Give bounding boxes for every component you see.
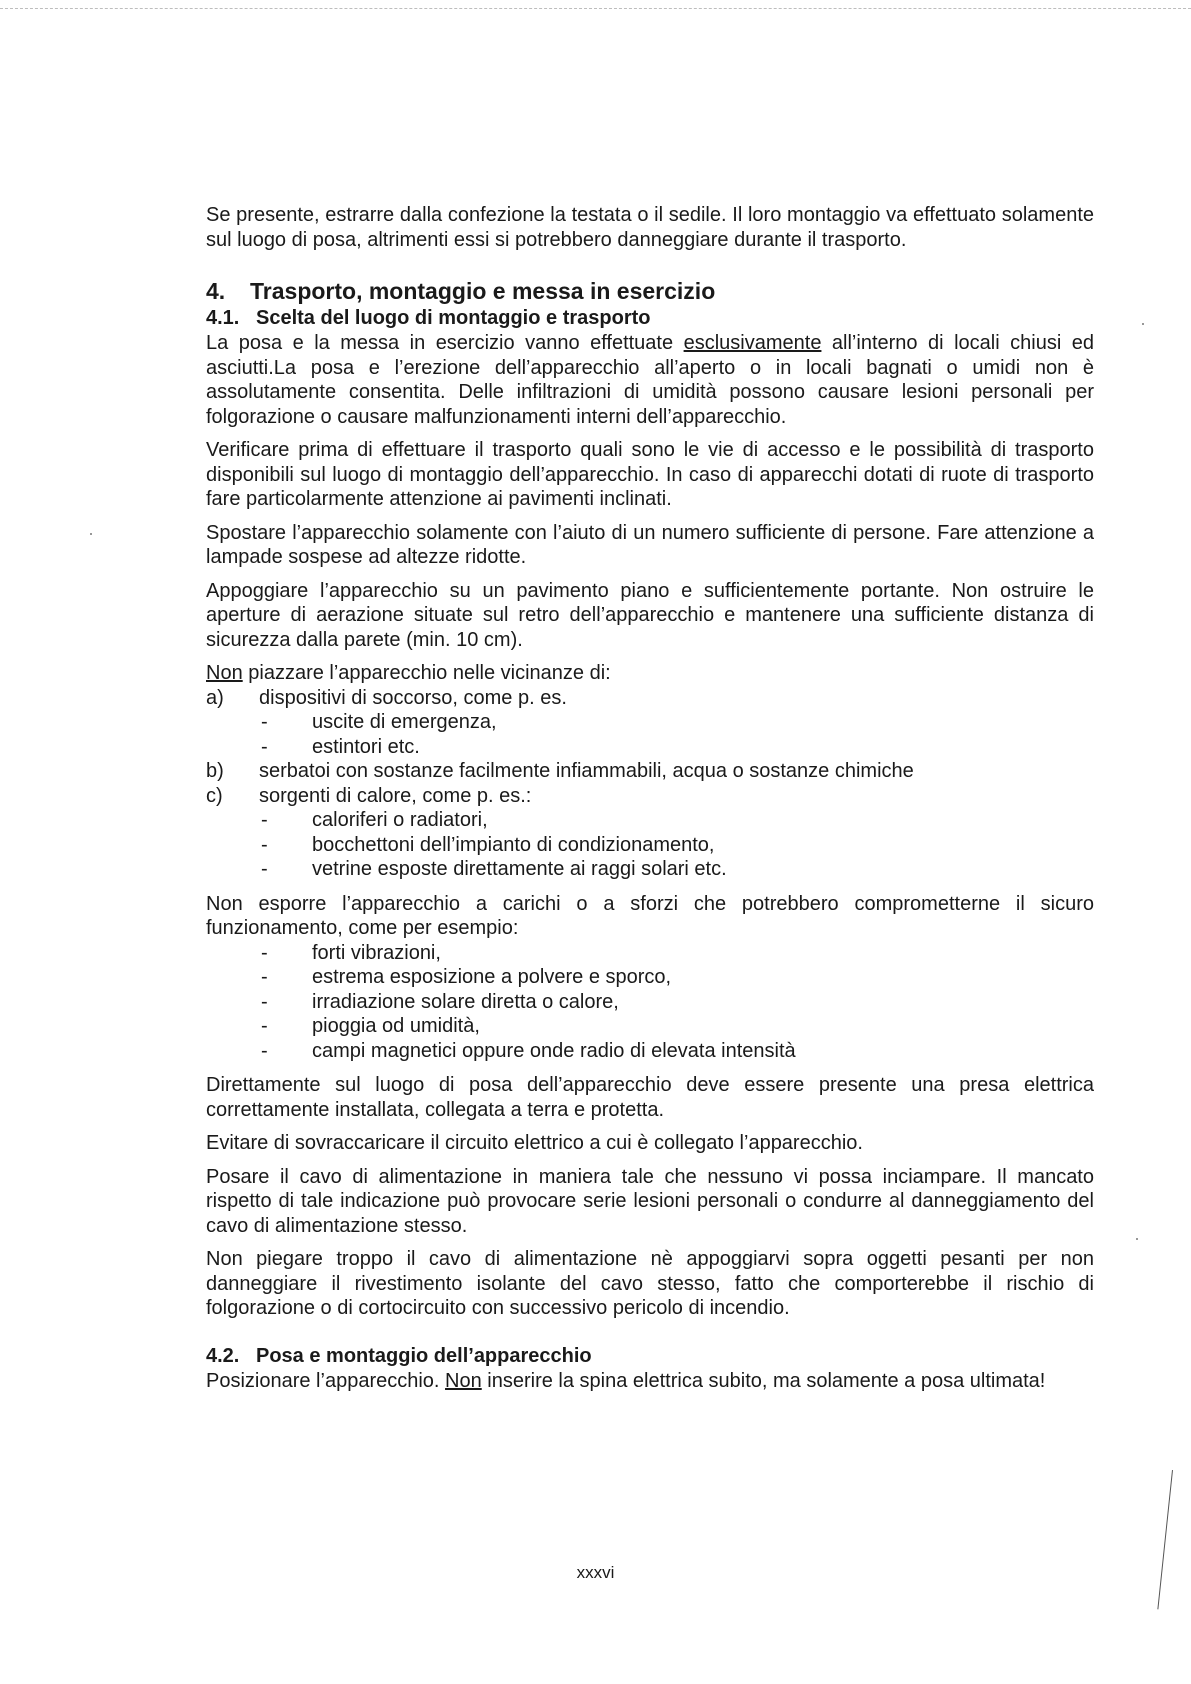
- scan-speck: [1136, 1238, 1138, 1240]
- list-intro: Non esporre l’apparecchio a carichi o a sforzi che potrebbero comprometterne il sicuro funzionamento, come per esempio:: [206, 892, 1094, 939]
- dash-bullet: -: [261, 941, 268, 964]
- list-intro: [206, 661, 1094, 686]
- sub-text: caloriferi o radiatori,: [312, 809, 488, 831]
- scan-edge-top: [0, 8, 1191, 9]
- list-label: a): [206, 686, 224, 709]
- dash-bullet: -: [261, 966, 268, 988]
- document-page: [206, 203, 1094, 1402]
- sub-text: estintori etc.: [312, 735, 420, 758]
- placement-restrictions: [206, 661, 1094, 882]
- sub-item: [206, 735, 1094, 760]
- paragraph-circuit-overload: Evitare di sovraccaricare il circuito elettrico a cui è collegato l’apparecchio.: [206, 1132, 863, 1154]
- sub-text: uscite di emergenza,: [312, 711, 497, 733]
- underlined-text: Non: [445, 1369, 482, 1392]
- dash-bullet: -: [261, 833, 268, 856]
- sub-text: irradiazione solare diretta o calore,: [312, 990, 619, 1013]
- dash-bullet: -: [261, 711, 268, 733]
- paragraph-cable-bending: Non piegare troppo il cavo di alimentazione nè appoggiarvi sopra oggetti pesanti per non danneggiare il rivestimento isolante del cavo stesso, fatto che comporterebbe il rischio di folgorazione o di cortocircuito con successivo pericolo di incendio.: [206, 1248, 1094, 1319]
- sub-item: [206, 710, 1094, 735]
- dash-bullet: -: [261, 858, 268, 880]
- paragraph-cable-routing: Posare il cavo di alimentazione in maniera tale che nessuno vi possa inciampare. Il mancato rispetto di tale indicazione può provocare serie lesioni personali o condurre al danneggiamento del cavo di alimentazione stesso.: [206, 1165, 1094, 1237]
- section-number: 4.2.: [206, 1344, 240, 1367]
- list-label: c): [206, 784, 223, 807]
- paragraph-positioning: [206, 1369, 1094, 1394]
- sub-text: campi magnetici oppure onde radio di elevata intensità: [312, 1039, 796, 1062]
- underlined-text: esclusivamente: [683, 332, 822, 354]
- sub-item: [206, 965, 1094, 990]
- section-4-2-heading: [206, 1343, 1094, 1369]
- dash-bullet: -: [261, 809, 268, 831]
- sub-text: forti vibrazioni,: [312, 941, 441, 964]
- sub-item: [206, 990, 1094, 1015]
- section-number: 4.: [206, 278, 226, 304]
- list-item-b: [206, 759, 1094, 784]
- intro-paragraph: Se presente, estrarre dalla confezione la testata o il sedile. Il loro montaggio va effettuato solamente sul luogo di posa, altrimenti essi si potrebbero danneggiare durante il trasporto.: [206, 204, 1094, 251]
- section-4-heading: [206, 277, 1094, 305]
- sub-text: pioggia od umidità,: [312, 1015, 480, 1037]
- sub-item: [206, 833, 1094, 858]
- page-number: xxxvi: [576, 1563, 615, 1582]
- text-run: La posa e la messa in esercizio vanno effettuate: [206, 332, 684, 354]
- text-run: Posizionare l’apparecchio.: [206, 1369, 446, 1392]
- section-title: Scelta del luogo di montaggio e trasporto: [256, 307, 651, 329]
- paragraph-power-socket: Direttamente sul luogo di posa dell’apparecchio deve essere presente una presa elettrica correttamente installata, collegata a terra e protetta.: [206, 1074, 1094, 1121]
- sub-text: estrema esposizione a polvere e sporco,: [312, 966, 672, 988]
- sub-item: [206, 808, 1094, 833]
- scan-speck: [90, 533, 92, 535]
- sub-item: [206, 941, 1094, 966]
- scan-speck: [1142, 323, 1144, 325]
- section-number: 4.1.: [206, 307, 240, 329]
- text-run: inserire la spina elettrica subito, ma solamente a posa ultimata!: [481, 1369, 1046, 1392]
- paragraph-indoor-use: [206, 331, 1094, 429]
- dash-bullet: -: [261, 1015, 268, 1037]
- section-title: Posa e montaggio dell’apparecchio: [256, 1344, 592, 1367]
- text-run: piazzare l’apparecchio nelle vicinanze di:: [242, 662, 611, 684]
- dash-bullet: -: [261, 735, 268, 758]
- list-text: dispositivi di soccorso, come p. es.: [259, 686, 567, 709]
- sub-item: [206, 857, 1094, 882]
- list-label: b): [206, 760, 224, 782]
- list-item-a: [206, 686, 1094, 711]
- sub-item: [206, 1039, 1094, 1064]
- paragraph-move-device: Spostare l’apparecchio solamente con l’aiuto di un numero sufficiente di persone. Fare attenzione a lampade sospese ad altezze ridotte.: [206, 521, 1094, 568]
- section-4-1-heading: [206, 305, 1094, 331]
- scan-edge-right: [1157, 1470, 1173, 1609]
- list-text: serbatoi con sostanze facilmente infiammabili, acqua o sostanze chimiche: [259, 760, 914, 782]
- text-run: all’interno di locali chiusi ed asciutti.La posa e l’erezione dell’apparecchio all’aperto o in locali bagnati o umidi non è assolutamente consentita. Delle infiltrazioni di umidità possono causare lesioni personali per folgorazione o causare malfunzionamenti interni dell’apparecchio.: [206, 332, 1094, 428]
- underlined-text: Non: [206, 662, 243, 684]
- sub-text: bocchettoni dell’impianto di condizionamento,: [312, 833, 715, 856]
- dash-bullet: -: [261, 990, 268, 1013]
- list-text: sorgenti di calore, come p. es.:: [259, 784, 532, 807]
- dash-bullet: -: [261, 1039, 268, 1062]
- paragraph-transport-check: Verificare prima di effettuare il trasporto quali sono le vie di accesso e le possibilità di trasporto disponibili sul luogo di montaggio dell’apparecchio. In caso di apparecchi dotati di ruote di trasporto fare particolarmente attenzione ai pavimenti inclinati.: [206, 439, 1094, 510]
- sub-item: [206, 1014, 1094, 1039]
- paragraph-placement: Appoggiare l’apparecchio su un pavimento piano e sufficientemente portante. Non ostruire le aperture di aerazione situate sul retro dell’apparecchio e mantenere una sufficiente distanza di sicurezza dalla parete (min. 10 cm).: [206, 579, 1094, 651]
- section-title: Trasporto, montaggio e messa in esercizio: [250, 278, 716, 304]
- load-restrictions: [206, 892, 1094, 1064]
- list-item-c: [206, 784, 1094, 809]
- sub-text: vetrine esposte direttamente ai raggi solari etc.: [312, 858, 727, 880]
